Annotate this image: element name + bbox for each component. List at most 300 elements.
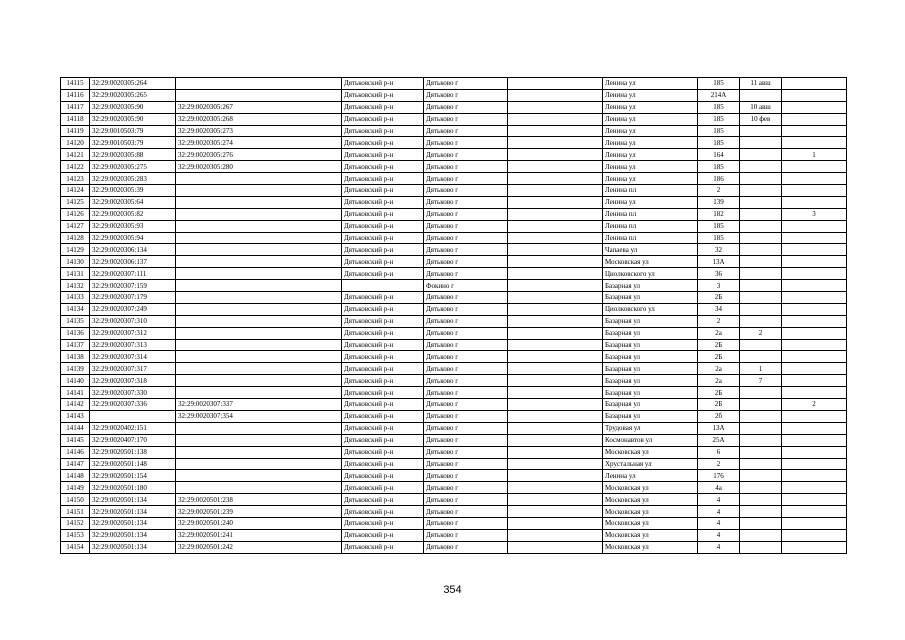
- table-row: [61, 268, 847, 280]
- table-row: [61, 244, 847, 256]
- locality-cell: Дятьково г: [424, 244, 508, 256]
- street-cell: Базарная ул: [603, 280, 698, 292]
- apartment-cell: [740, 208, 782, 220]
- apartment-cell: [740, 529, 782, 541]
- parent-cadastral-number-cell: [176, 256, 342, 268]
- row-number-cell: 14115: [61, 78, 90, 90]
- house-cell: 36: [698, 268, 740, 280]
- locality-cell: Дятьково г: [424, 161, 508, 173]
- locality-cell: Дятьково г: [424, 494, 508, 506]
- area-cell: [508, 185, 603, 197]
- row-number-cell: 14141: [61, 387, 90, 399]
- extra-cell: [782, 161, 847, 173]
- street-cell: Московская ул: [603, 256, 698, 268]
- row-number-cell: 14117: [61, 101, 90, 113]
- apartment-cell: [740, 244, 782, 256]
- house-cell: 182: [698, 208, 740, 220]
- row-number-cell: 14132: [61, 280, 90, 292]
- district-cell: Дятьковский р-н: [342, 375, 424, 387]
- locality-cell: Дятьково г: [424, 517, 508, 529]
- parent-cadastral-number-cell: [176, 220, 342, 232]
- parent-cadastral-number-cell: [176, 482, 342, 494]
- table-row: [61, 89, 847, 101]
- extra-cell: [782, 196, 847, 208]
- page-number: 354: [443, 584, 462, 596]
- row-number-cell: 14139: [61, 363, 90, 375]
- parent-cadastral-number-cell: [176, 470, 342, 482]
- district-cell: Дятьковский р-н: [342, 173, 424, 185]
- house-cell: 4: [698, 517, 740, 529]
- table-row: [61, 410, 847, 422]
- street-cell: Ленина ул: [603, 137, 698, 149]
- row-number-cell: 14140: [61, 375, 90, 387]
- locality-cell: Дятьково г: [424, 541, 508, 553]
- table-row: [61, 399, 847, 411]
- district-cell: Дятьковский р-н: [342, 482, 424, 494]
- parent-cadastral-number-cell: [176, 173, 342, 185]
- apartment-cell: [740, 339, 782, 351]
- row-number-cell: 14130: [61, 256, 90, 268]
- locality-cell: Дятьково г: [424, 506, 508, 518]
- area-cell: [508, 292, 603, 304]
- table-row: [61, 137, 847, 149]
- area-cell: [508, 387, 603, 399]
- area-cell: [508, 208, 603, 220]
- district-cell: Дятьковский р-н: [342, 149, 424, 161]
- cadastral-number-cell: 32:29:0020501:134: [90, 529, 176, 541]
- extra-cell: [782, 244, 847, 256]
- parent-cadastral-number-cell: 32:29:0020305:280: [176, 161, 342, 173]
- parent-cadastral-number-cell: 32:29:0020501:241: [176, 529, 342, 541]
- district-cell: Дятьковский р-н: [342, 137, 424, 149]
- locality-cell: Дятьково г: [424, 363, 508, 375]
- locality-cell: Дятьково г: [424, 399, 508, 411]
- locality-cell: Дятьково г: [424, 137, 508, 149]
- locality-cell: Дятьково г: [424, 446, 508, 458]
- table-row: [61, 149, 847, 161]
- parent-cadastral-number-cell: [176, 280, 342, 292]
- district-cell: Дятьковский р-н: [342, 363, 424, 375]
- area-cell: [508, 458, 603, 470]
- cadastral-number-cell: 32:29:0020305:93: [90, 220, 176, 232]
- table-row: [61, 173, 847, 185]
- table-row: [61, 422, 847, 434]
- apartment-cell: [740, 137, 782, 149]
- cadastral-number-cell: 32:29:0020307:179: [90, 292, 176, 304]
- district-cell: Дятьковский р-н: [342, 268, 424, 280]
- cadastral-number-cell: 32:29:0020307:336: [90, 399, 176, 411]
- apartment-cell: [740, 89, 782, 101]
- area-cell: [508, 541, 603, 553]
- street-cell: Ленина пл: [603, 185, 698, 197]
- locality-cell: Дятьково г: [424, 232, 508, 244]
- cadastral-number-cell: 32:29:0020307:313: [90, 339, 176, 351]
- apartment-cell: [740, 125, 782, 137]
- table-row: [61, 220, 847, 232]
- district-cell: Дятьковский р-н: [342, 196, 424, 208]
- apartment-cell: [740, 517, 782, 529]
- street-cell: Московская ул: [603, 517, 698, 529]
- district-cell: Дятьковский р-н: [342, 506, 424, 518]
- area-cell: [508, 470, 603, 482]
- area-cell: [508, 78, 603, 90]
- row-number-cell: 14134: [61, 303, 90, 315]
- house-cell: 185: [698, 220, 740, 232]
- cadastral-number-cell: 32:29:0020305:64: [90, 196, 176, 208]
- extra-cell: [782, 363, 847, 375]
- extra-cell: [782, 292, 847, 304]
- street-cell: Московская ул: [603, 529, 698, 541]
- locality-cell: Дятьково г: [424, 470, 508, 482]
- extra-cell: [782, 268, 847, 280]
- parent-cadastral-number-cell: [176, 422, 342, 434]
- house-cell: 25А: [698, 434, 740, 446]
- locality-cell: Дятьково г: [424, 78, 508, 90]
- row-number-cell: 14119: [61, 125, 90, 137]
- row-number-cell: 14129: [61, 244, 90, 256]
- row-number-cell: 14153: [61, 529, 90, 541]
- area-cell: [508, 101, 603, 113]
- cadastral-number-cell: 32:29:0020307:310: [90, 315, 176, 327]
- street-cell: Ленина ул: [603, 470, 698, 482]
- extra-cell: [782, 173, 847, 185]
- house-cell: 185: [698, 232, 740, 244]
- district-cell: Дятьковский р-н: [342, 434, 424, 446]
- house-cell: 185: [698, 113, 740, 125]
- street-cell: Ленина ул: [603, 101, 698, 113]
- table-row: [61, 101, 847, 113]
- cadastral-number-cell: 32:29:0020305:275: [90, 161, 176, 173]
- house-cell: 4: [698, 494, 740, 506]
- district-cell: Дятьковский р-н: [342, 446, 424, 458]
- district-cell: Дятьковский р-н: [342, 256, 424, 268]
- extra-cell: 2: [782, 399, 847, 411]
- cadastral-number-cell: 32:29:0020305:88: [90, 149, 176, 161]
- locality-cell: Дятьково г: [424, 268, 508, 280]
- extra-cell: [782, 280, 847, 292]
- district-cell: Дятьковский р-н: [342, 339, 424, 351]
- parent-cadastral-number-cell: [176, 375, 342, 387]
- cadastral-number-cell: 32:29:0020307:111: [90, 268, 176, 280]
- locality-cell: Дятьково г: [424, 339, 508, 351]
- parent-cadastral-number-cell: [176, 339, 342, 351]
- house-cell: 3: [698, 280, 740, 292]
- locality-cell: Фокино г: [424, 280, 508, 292]
- district-cell: Дятьковский р-н: [342, 470, 424, 482]
- district-cell: Дятьковский р-н: [342, 351, 424, 363]
- row-number-cell: 14143: [61, 410, 90, 422]
- locality-cell: Дятьково г: [424, 410, 508, 422]
- cadastral-number-cell: 32:29:0020305:264: [90, 78, 176, 90]
- locality-cell: Дятьково г: [424, 89, 508, 101]
- cadastral-number-cell: 32:29:0020501:138: [90, 446, 176, 458]
- extra-cell: [782, 458, 847, 470]
- locality-cell: Дятьково г: [424, 458, 508, 470]
- house-cell: 2: [698, 185, 740, 197]
- row-number-cell: 14118: [61, 113, 90, 125]
- district-cell: Дятьковский р-н: [342, 185, 424, 197]
- extra-cell: [782, 220, 847, 232]
- area-cell: [508, 232, 603, 244]
- apartment-cell: 10 фев: [740, 113, 782, 125]
- locality-cell: Дятьково г: [424, 327, 508, 339]
- extra-cell: [782, 327, 847, 339]
- extra-cell: [782, 517, 847, 529]
- district-cell: Дятьковский р-н: [342, 458, 424, 470]
- locality-cell: Дятьково г: [424, 529, 508, 541]
- table-row: [61, 208, 847, 220]
- parent-cadastral-number-cell: 32:29:0020305:276: [176, 149, 342, 161]
- locality-cell: Дятьково г: [424, 434, 508, 446]
- area-cell: [508, 137, 603, 149]
- extra-cell: [782, 446, 847, 458]
- area-cell: [508, 422, 603, 434]
- street-cell: Московская ул: [603, 506, 698, 518]
- house-cell: 185: [698, 125, 740, 137]
- house-cell: 34: [698, 303, 740, 315]
- district-cell: Дятьковский р-н: [342, 315, 424, 327]
- extra-cell: [782, 375, 847, 387]
- parent-cadastral-number-cell: [176, 458, 342, 470]
- street-cell: Трудовая ул: [603, 422, 698, 434]
- street-cell: Базарная ул: [603, 387, 698, 399]
- extra-cell: [782, 351, 847, 363]
- apartment-cell: [740, 292, 782, 304]
- cadastral-number-cell: 32:29:0020501:134: [90, 506, 176, 518]
- table-row: [61, 375, 847, 387]
- row-number-cell: 14149: [61, 482, 90, 494]
- apartment-cell: [740, 410, 782, 422]
- house-cell: 185: [698, 137, 740, 149]
- district-cell: Дятьковский р-н: [342, 303, 424, 315]
- house-cell: 185: [698, 101, 740, 113]
- table-row: [61, 161, 847, 173]
- district-cell: Дятьковский р-н: [342, 327, 424, 339]
- apartment-cell: 2: [740, 327, 782, 339]
- parent-cadastral-number-cell: 32:29:0020501:242: [176, 541, 342, 553]
- area-cell: [508, 494, 603, 506]
- cadastral-number-cell: 32:29:0020307:330: [90, 387, 176, 399]
- apartment-cell: [740, 303, 782, 315]
- extra-cell: 1: [782, 149, 847, 161]
- cadastral-number-cell: 32:29:0020305:82: [90, 208, 176, 220]
- apartment-cell: [740, 185, 782, 197]
- apartment-cell: [740, 220, 782, 232]
- parent-cadastral-number-cell: [176, 446, 342, 458]
- parent-cadastral-number-cell: 32:29:0020501:238: [176, 494, 342, 506]
- apartment-cell: 10 авш: [740, 101, 782, 113]
- apartment-cell: 7: [740, 375, 782, 387]
- parent-cadastral-number-cell: [176, 232, 342, 244]
- apartment-cell: [740, 351, 782, 363]
- locality-cell: Дятьково г: [424, 303, 508, 315]
- parent-cadastral-number-cell: 32:29:0020305:268: [176, 113, 342, 125]
- district-cell: Дятьковский р-н: [342, 517, 424, 529]
- area-cell: [508, 399, 603, 411]
- table-row: [61, 351, 847, 363]
- house-cell: 2а: [698, 375, 740, 387]
- house-cell: 2Б: [698, 339, 740, 351]
- table-row: [61, 292, 847, 304]
- cadastral-number-cell: 32:29:0020305:39: [90, 185, 176, 197]
- house-cell: 2б: [698, 410, 740, 422]
- locality-cell: Дятьково г: [424, 173, 508, 185]
- parent-cadastral-number-cell: [176, 268, 342, 280]
- row-number-cell: 14147: [61, 458, 90, 470]
- street-cell: Ленина ул: [603, 196, 698, 208]
- area-cell: [508, 351, 603, 363]
- apartment-cell: 11 авш: [740, 78, 782, 90]
- street-cell: Базарная ул: [603, 351, 698, 363]
- house-cell: 4: [698, 506, 740, 518]
- house-cell: 186: [698, 173, 740, 185]
- row-number-cell: 14144: [61, 422, 90, 434]
- apartment-cell: [740, 470, 782, 482]
- cadastral-number-cell: 32:29:0020305:283: [90, 173, 176, 185]
- street-cell: Базарная ул: [603, 327, 698, 339]
- house-cell: 185: [698, 78, 740, 90]
- locality-cell: Дятьково г: [424, 185, 508, 197]
- locality-cell: Дятьково г: [424, 387, 508, 399]
- district-cell: Дятьковский р-н: [342, 78, 424, 90]
- parent-cadastral-number-cell: [176, 351, 342, 363]
- table-row: [61, 185, 847, 197]
- apartment-cell: [740, 268, 782, 280]
- extra-cell: [782, 387, 847, 399]
- extra-cell: [782, 339, 847, 351]
- table-row: [61, 232, 847, 244]
- locality-cell: Дятьково г: [424, 125, 508, 137]
- table-row: [61, 541, 847, 553]
- table-row: [61, 303, 847, 315]
- row-number-cell: 14120: [61, 137, 90, 149]
- street-cell: Чапаева ул: [603, 244, 698, 256]
- locality-cell: Дятьково г: [424, 101, 508, 113]
- apartment-cell: [740, 434, 782, 446]
- row-number-cell: 14126: [61, 208, 90, 220]
- table-row: [61, 446, 847, 458]
- row-number-cell: 14125: [61, 196, 90, 208]
- table-row: [61, 280, 847, 292]
- row-number-cell: 14122: [61, 161, 90, 173]
- cadastral-number-cell: 32:29:0010503:79: [90, 125, 176, 137]
- parent-cadastral-number-cell: [176, 327, 342, 339]
- street-cell: Ленина ул: [603, 125, 698, 137]
- district-cell: Дятьковский р-н: [342, 387, 424, 399]
- area-cell: [508, 410, 603, 422]
- locality-cell: Дятьково г: [424, 422, 508, 434]
- extra-cell: [782, 185, 847, 197]
- row-number-cell: 14128: [61, 232, 90, 244]
- extra-cell: [782, 422, 847, 434]
- locality-cell: Дятьково г: [424, 196, 508, 208]
- area-cell: [508, 256, 603, 268]
- extra-cell: [782, 506, 847, 518]
- parent-cadastral-number-cell: [176, 434, 342, 446]
- apartment-cell: [740, 422, 782, 434]
- street-cell: Московская ул: [603, 446, 698, 458]
- apartment-cell: [740, 256, 782, 268]
- area-cell: [508, 375, 603, 387]
- table-row: [61, 434, 847, 446]
- parent-cadastral-number-cell: [176, 303, 342, 315]
- apartment-cell: [740, 446, 782, 458]
- parent-cadastral-number-cell: 32:29:0020305:273: [176, 125, 342, 137]
- apartment-cell: [740, 494, 782, 506]
- table-row: [61, 363, 847, 375]
- parent-cadastral-number-cell: [176, 185, 342, 197]
- parent-cadastral-number-cell: [176, 292, 342, 304]
- cadastral-number-cell: 32:29:0020307:249: [90, 303, 176, 315]
- house-cell: 32: [698, 244, 740, 256]
- district-cell: Дятьковский р-н: [342, 220, 424, 232]
- row-number-cell: 14152: [61, 517, 90, 529]
- locality-cell: Дятьково г: [424, 351, 508, 363]
- apartment-cell: [740, 280, 782, 292]
- row-number-cell: 14127: [61, 220, 90, 232]
- apartment-cell: [740, 232, 782, 244]
- row-number-cell: 14121: [61, 149, 90, 161]
- cadastral-number-cell: 32:29:0020307:312: [90, 327, 176, 339]
- area-cell: [508, 434, 603, 446]
- row-number-cell: 14137: [61, 339, 90, 351]
- table-row: [61, 458, 847, 470]
- house-cell: 4а: [698, 482, 740, 494]
- apartment-cell: 1: [740, 363, 782, 375]
- records-table-body: [61, 78, 847, 554]
- table-row: [61, 494, 847, 506]
- extra-cell: [782, 482, 847, 494]
- table-row: [61, 387, 847, 399]
- locality-cell: Дятьково г: [424, 149, 508, 161]
- area-cell: [508, 220, 603, 232]
- area-cell: [508, 517, 603, 529]
- district-cell: Дятьковский р-н: [342, 208, 424, 220]
- row-number-cell: 14151: [61, 506, 90, 518]
- street-cell: Ленина ул: [603, 78, 698, 90]
- house-cell: 2а: [698, 363, 740, 375]
- cadastral-number-cell: 32:29:0020501:180: [90, 482, 176, 494]
- street-cell: Базарная ул: [603, 292, 698, 304]
- house-cell: 13А: [698, 422, 740, 434]
- cadastral-number-cell: 32:29:0020307:314: [90, 351, 176, 363]
- area-cell: [508, 244, 603, 256]
- district-cell: Дятьковский р-н: [342, 399, 424, 411]
- extra-cell: [782, 256, 847, 268]
- street-cell: Ленина пл: [603, 208, 698, 220]
- row-number-cell: 14154: [61, 541, 90, 553]
- house-cell: 6: [698, 446, 740, 458]
- row-number-cell: 14138: [61, 351, 90, 363]
- street-cell: Ленина ул: [603, 89, 698, 101]
- row-number-cell: 14124: [61, 185, 90, 197]
- area-cell: [508, 339, 603, 351]
- table-row: [61, 327, 847, 339]
- cadastral-number-cell: 32:29:0020305:90: [90, 101, 176, 113]
- apartment-cell: [740, 458, 782, 470]
- parent-cadastral-number-cell: [176, 244, 342, 256]
- parent-cadastral-number-cell: [176, 78, 342, 90]
- row-number-cell: 14116: [61, 89, 90, 101]
- street-cell: Циолковского ул: [603, 268, 698, 280]
- parent-cadastral-number-cell: 32:29:0020305:267: [176, 101, 342, 113]
- row-number-cell: 14136: [61, 327, 90, 339]
- apartment-cell: [740, 196, 782, 208]
- parent-cadastral-number-cell: [176, 315, 342, 327]
- apartment-cell: [740, 149, 782, 161]
- house-cell: 2Б: [698, 292, 740, 304]
- house-cell: 2: [698, 315, 740, 327]
